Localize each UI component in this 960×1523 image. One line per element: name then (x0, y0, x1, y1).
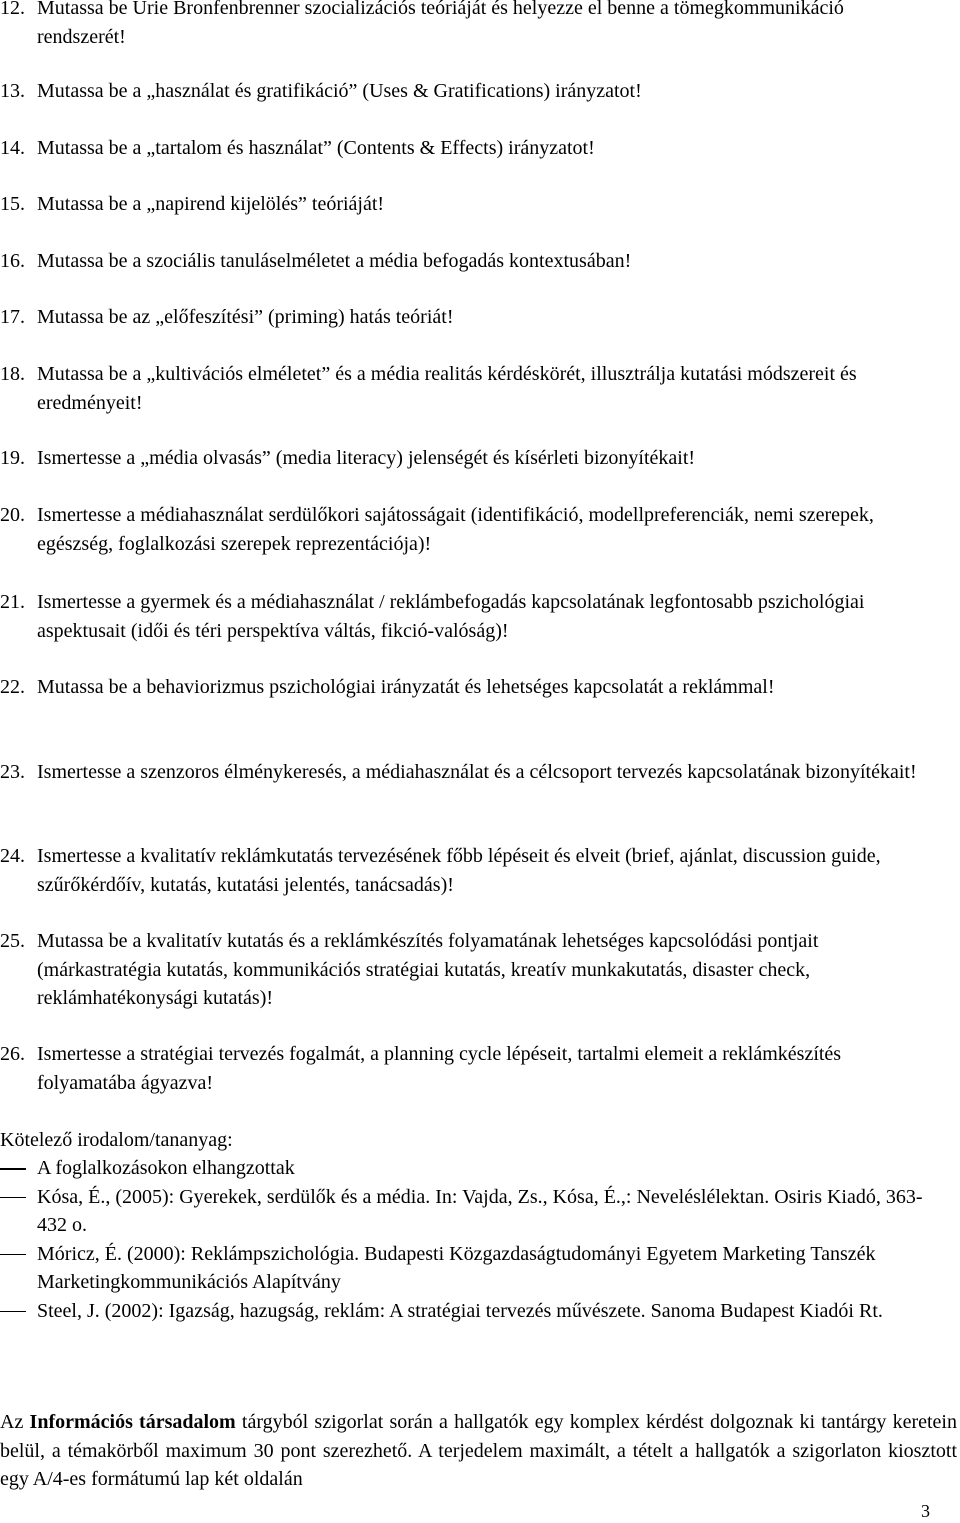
question-number: 25. (0, 930, 25, 952)
question-number: 22. (0, 676, 25, 698)
question-item (0, 444, 930, 473)
question-text: Mutassa be a „tartalom és használat” (Contents & Effects) irányzatot! (37, 137, 595, 159)
question-number: 15. (0, 193, 25, 215)
question-number: 18. (0, 363, 25, 385)
question-number: 21. (0, 591, 25, 613)
question-item (0, 842, 930, 899)
reference-text: Steel, J. (2002): Igazság, hazugság, reklám: A stratégiai tervezés művészete. Sanoma Budapest Kiadói Rt. (37, 1299, 883, 1322)
question-text: Mutassa be a behaviorizmus pszichológiai irányzatát és lehetséges kapcsolatát a reklámmal! (37, 676, 775, 698)
question-item (0, 190, 930, 219)
reference-item (0, 1297, 930, 1326)
question-number: 12. (0, 0, 25, 19)
question-number: 14. (0, 137, 25, 159)
question-number: 24. (0, 845, 25, 867)
question-text: Ismertesse a „média olvasás” (media literacy) jelenségét és kísérleti bizonyítékait! (37, 447, 696, 469)
question-text: Mutassa be az „előfeszítési” (priming) hatás teóriát! (37, 306, 454, 328)
dash-bullet-icon (0, 1311, 26, 1313)
exam-description-paragraph (0, 1408, 957, 1494)
question-item (0, 0, 930, 51)
question-text: Ismertesse a kvalitatív reklámkutatás tervezésének főbb lépéseit és elveit (brief, ajánlat, discussion guide, szűrőkérdőív, kutatás, kutatási jelentés, tanácsadás)! (37, 845, 881, 896)
question-item (0, 588, 930, 645)
question-text: Ismertesse a gyermek és a médiahasználat / reklámbefogadás kapcsolatának legfontosabb pszichológiai aspektusait (idői és téri perspektíva váltás, fikció-valóság)! (37, 591, 865, 642)
question-text: Ismertesse a médiahasználat serdülőkori sajátosságait (identifikáció, modellpreferenciák, nemi szerepek, egészség, foglalkozási szerepek reprezentációja)! (37, 504, 874, 555)
question-number: 20. (0, 504, 25, 526)
reference-text: Kósa, É., (2005): Gyerekek, serdülők és a média. In: Vajda, Zs., Kósa, É.,: Neveléslélektan. Osiris Kiadó, 363-432 o. (37, 1185, 923, 1236)
references-heading: Kötelező irodalom/tananyag: (0, 1129, 233, 1151)
question-item (0, 134, 930, 163)
question-item (0, 77, 930, 106)
reference-item (0, 1183, 930, 1240)
page-number: 3 (921, 1501, 930, 1521)
question-item (0, 927, 930, 1013)
question-text: Mutassa be a „kultivációs elméletet” és a média realitás kérdéskörét, illusztrálja kutatási módszereit és eredményeit! (37, 363, 857, 414)
dash-bullet-icon (0, 1254, 26, 1256)
question-text: Ismertesse a szenzoros élménykeresés, a médiahasználat és a célcsoport tervezés kapcsolatának bizonyítékait! (37, 761, 917, 783)
reference-item (0, 1154, 930, 1183)
subject-name: Információs társadalom (29, 1411, 236, 1433)
question-item (0, 673, 930, 702)
question-number: 16. (0, 250, 25, 272)
question-number: 23. (0, 761, 25, 783)
dash-bullet-icon (0, 1197, 26, 1199)
question-text: Mutassa be Urie Bronfenbrenner szocializációs teóriáját és helyezze el benne a tömegkommunikáció rendszerét! (37, 0, 844, 48)
references-list (0, 1154, 930, 1325)
question-item (0, 501, 930, 558)
question-text: Ismertesse a stratégiai tervezés fogalmát, a planning cycle lépéseit, tartalmi elemeit a reklámkészítés folyamatába ágyazva! (37, 1043, 842, 1094)
question-text: Mutassa be a szociális tanuláselméletet a média befogadás kontextusában! (37, 250, 632, 272)
question-number: 13. (0, 80, 25, 102)
question-text: Mutassa be a kvalitatív kutatás és a reklámkészítés folyamatának lehetséges kapcsolódási pontjait (márkastratégia kutatás, kommunikációs stratégiai kutatás, kreatív munkakutatás, disaster check, reklámhatékonysági kutatás)! (37, 930, 819, 1009)
question-item (0, 758, 930, 787)
reference-text: A foglalkozásokon elhangzottak (37, 1157, 295, 1179)
dash-bullet-icon (0, 1168, 26, 1170)
question-text: Mutassa be a „használat és gratifikáció” (Uses & Gratifications) irányzatot! (37, 80, 642, 102)
paragraph-text-rest: tárgyból szigorlat során a hallgatók egy komplex kérdést dolgoznak ki tantárgy keretein belül, a témakörből maximum 30 pont szerezhető. A terjedelem maximált, a tételt a hallgatók a szigorlaton kiosztott egy A/4-es formátumú lap két oldalán (0, 1411, 957, 1490)
paragraph-text-start: Az (0, 1411, 30, 1433)
question-item (0, 303, 930, 332)
question-number: 19. (0, 447, 25, 469)
reference-text: Móricz, É. (2000): Reklámpszichológia. Budapesti Közgazdaságtudományi Egyetem Marketing Tanszék Marketingkommunikációs Alapítvány (37, 1242, 876, 1293)
question-item (0, 1040, 930, 1097)
question-text: Mutassa be a „napirend kijelölés” teóriáját! (37, 193, 385, 215)
question-item (0, 360, 930, 417)
reference-item (0, 1240, 930, 1297)
question-number: 17. (0, 306, 25, 328)
question-number: 26. (0, 1043, 25, 1065)
question-item (0, 247, 930, 276)
